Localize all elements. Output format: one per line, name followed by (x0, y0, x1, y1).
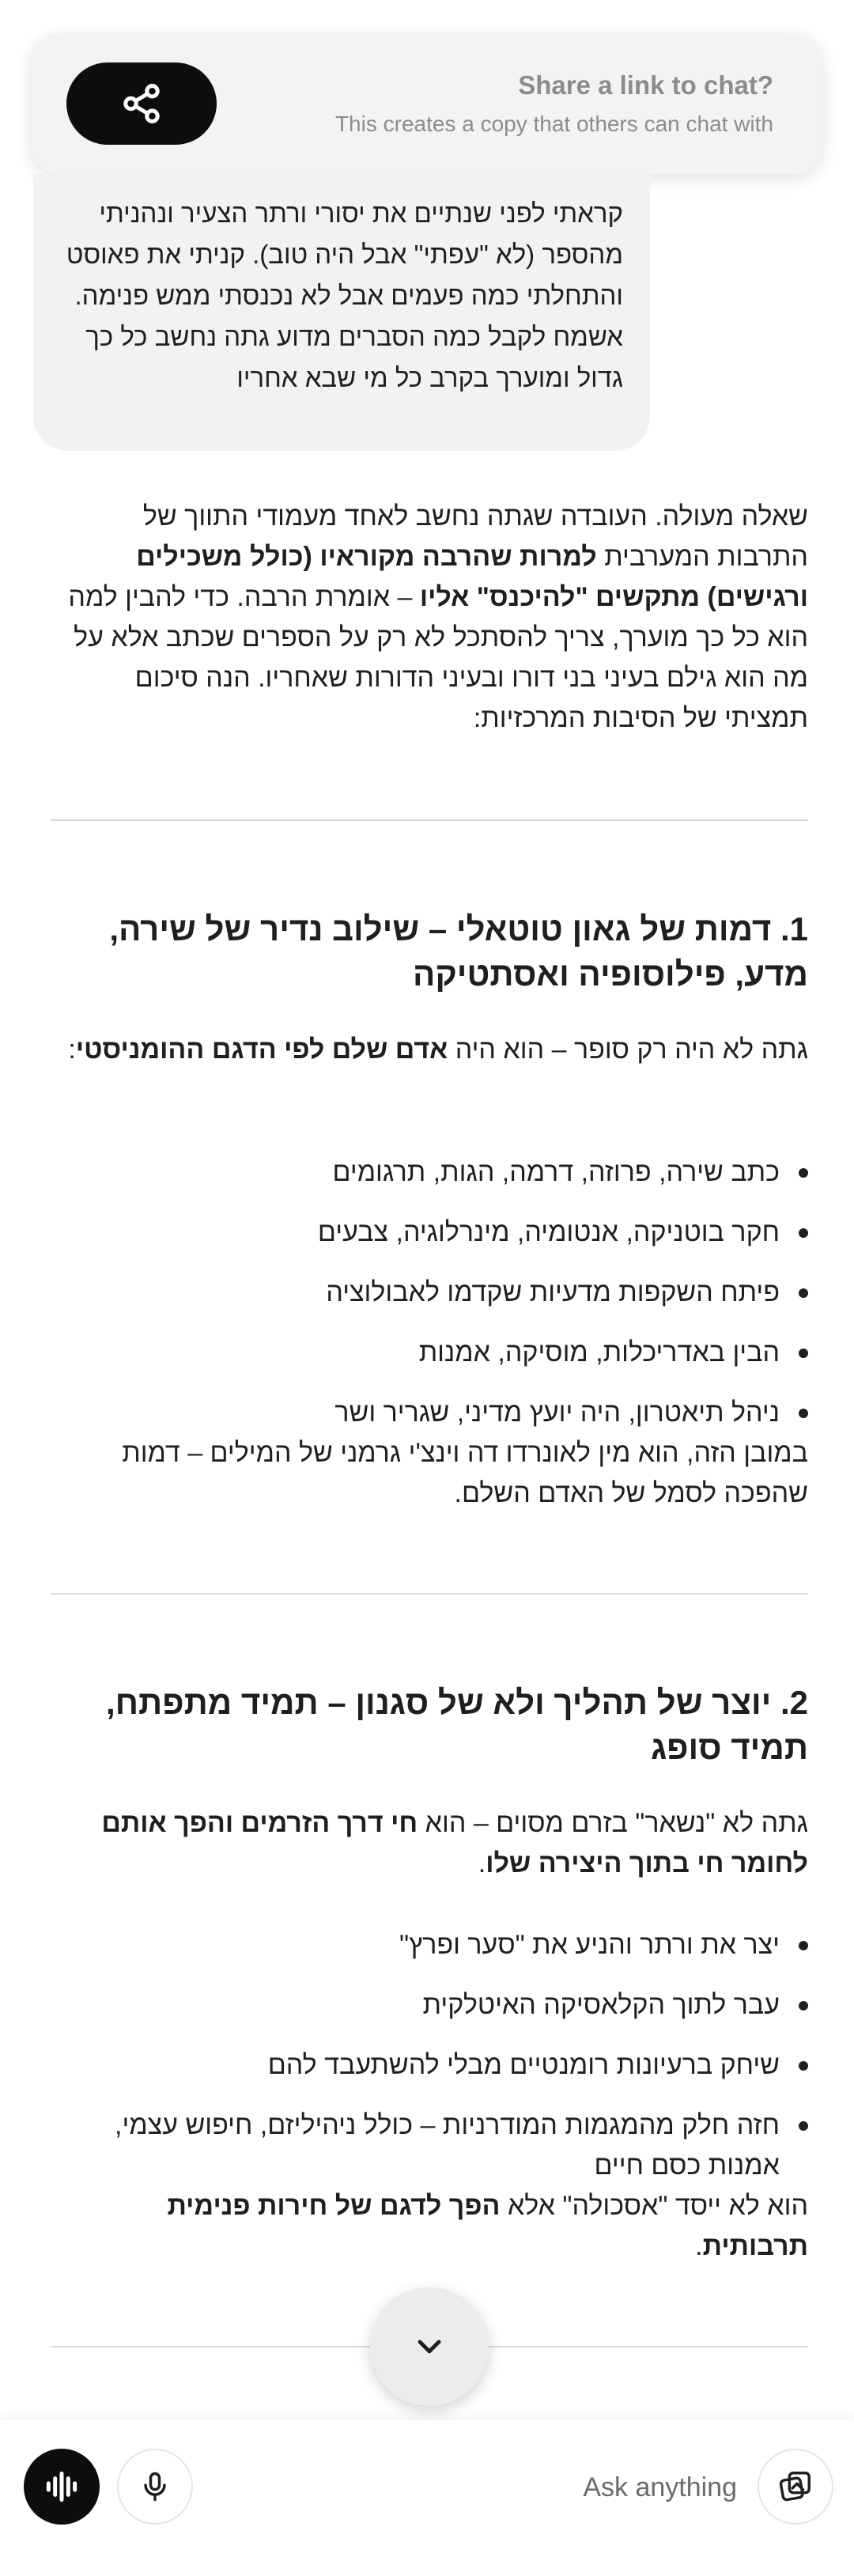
section-2-lead (51, 1803, 808, 1884)
microphone-button[interactable] (117, 2449, 193, 2525)
section-2-lead-bold: חי דרך הזרמים והפך אותם לחומר חי בתוך היצירה שלו (101, 1808, 808, 1878)
list-item: כתב שירה, פרוזה, דרמה, הגות, תרגומים (51, 1152, 808, 1193)
section-2-tail-end: . (695, 2231, 703, 2261)
share-button[interactable] (66, 62, 217, 145)
assistant-intro (51, 497, 808, 739)
section-1-tail: במובן הזה, הוא מין לאונרדו דה וינצ'י גרמני של המילים – דמות שהפכה לסמל של האדם השלם. (122, 1438, 808, 1508)
section-1-list (51, 1152, 808, 1433)
intro-bold: למרות שהרבה מקוראיו (כולל משכילים ורגישים) מתקשים "להיכנס" אליו (136, 542, 808, 612)
list-item: יצר את ורתר והניע את "סער ופרץ" (51, 1925, 808, 1965)
share-link-banner (32, 33, 822, 174)
share-text (335, 70, 773, 137)
section-2-list (51, 1925, 808, 2186)
list-item: שיחק ברעיונות רומנטיים מבלי להשתעבד להם (51, 2045, 808, 2086)
attach-button[interactable] (758, 2449, 833, 2525)
user-message-text: קראתי לפני שנתיים את יסורי ורתר הצעיר ונהניתי מהספר (לא "עפתי" אבל היה טוב). קניתי את פאוסט והתחלתי כמה פעמים אבל לא נכנסתי ממש פנימה. אשמח לקבל כמה הסברים מדוע גתה נחשב כל כך גדול ומוערך בקרב כל מי שבא אחריו (66, 199, 623, 392)
list-item: פיתח השקפות מדעיות שקדמו לאבולוציה (51, 1273, 808, 1313)
scroll-down-button[interactable] (370, 2287, 489, 2406)
waveform-icon (42, 2467, 81, 2506)
section-2-tail-bold: הפך לדגם של חירות פנימית תרבותית (167, 2191, 808, 2261)
composer-bar (0, 2420, 854, 2576)
intro-paragraph (51, 497, 808, 739)
list-item: חזה חלק מהמגמות המודרניות – כולל ניהיליזם, חיפוש עצמי, אמנות כסם חיים (51, 2105, 808, 2186)
voice-mode-button[interactable] (24, 2449, 100, 2525)
section-1-lead (51, 1030, 808, 1070)
ask-input[interactable] (214, 2449, 739, 2526)
intro-text-2: – אומרת הרבה. כדי להבין למה הוא כל כך מוערך, צריך להסתכל לא רק על הספרים שכתב אלא על מה הוא גילם בעיני בני דורו ובעיני הדורות שאחריו. הנה סיכום תמציתי של הסיבות המרכזיות: (68, 582, 808, 733)
intro-text-1: שאלה מעולה. העובדה שגתה נחשב לאחד מעמודי התווך של התרבות המערבית (142, 501, 808, 572)
list-item: ניהל תיאטרון, היה יועץ מדיני, שגריר ושר (51, 1393, 808, 1433)
section-2-heading: 2. יוצר של תהליך ולא של סגנון – תמיד מתפתח, תמיד סופג (105, 1684, 808, 1766)
image-gallery-icon (777, 2468, 814, 2505)
section-2-tail (51, 2186, 808, 2267)
divider (51, 819, 808, 821)
share-subtitle: This creates a copy that others can chat with (334, 112, 773, 136)
list-item: עבר לתוך הקלאסיקה האיטלקית (51, 1985, 808, 2026)
section-2-tail-text: הוא לא ייסד "אסכולה" אלא (500, 2191, 808, 2221)
section-2-lead-text: גתה לא "נשאר" בזרם מסוים – הוא (418, 1808, 808, 1838)
share-icon (120, 82, 163, 125)
list-item: חקר בוטניקה, אנטומיה, מינרלוגיה, צבעים (51, 1212, 808, 1253)
share-title: ?Share a link to chat (518, 70, 773, 100)
section-1-lead-bold: אדם שלם לפי הדגם ההומניסטי (75, 1035, 448, 1065)
section-2-lead-end: . (478, 1848, 486, 1878)
section-1-lead-text: גתה לא היה רק סופר – הוא היה (448, 1035, 808, 1065)
chevron-down-icon (410, 2328, 448, 2366)
user-message-bubble (33, 174, 650, 451)
microphone-icon (138, 2469, 172, 2504)
section-1-lead-end: : (68, 1035, 76, 1065)
divider (51, 1593, 808, 1594)
section-1-heading: 1. דמות של גאון טוטאלי – שילוב נדיר של שירה, מדע, פילוסופיה ואסתטיקה (109, 910, 808, 993)
list-item: הבין באדריכלות, מוסיקה, אמנות (51, 1333, 808, 1373)
